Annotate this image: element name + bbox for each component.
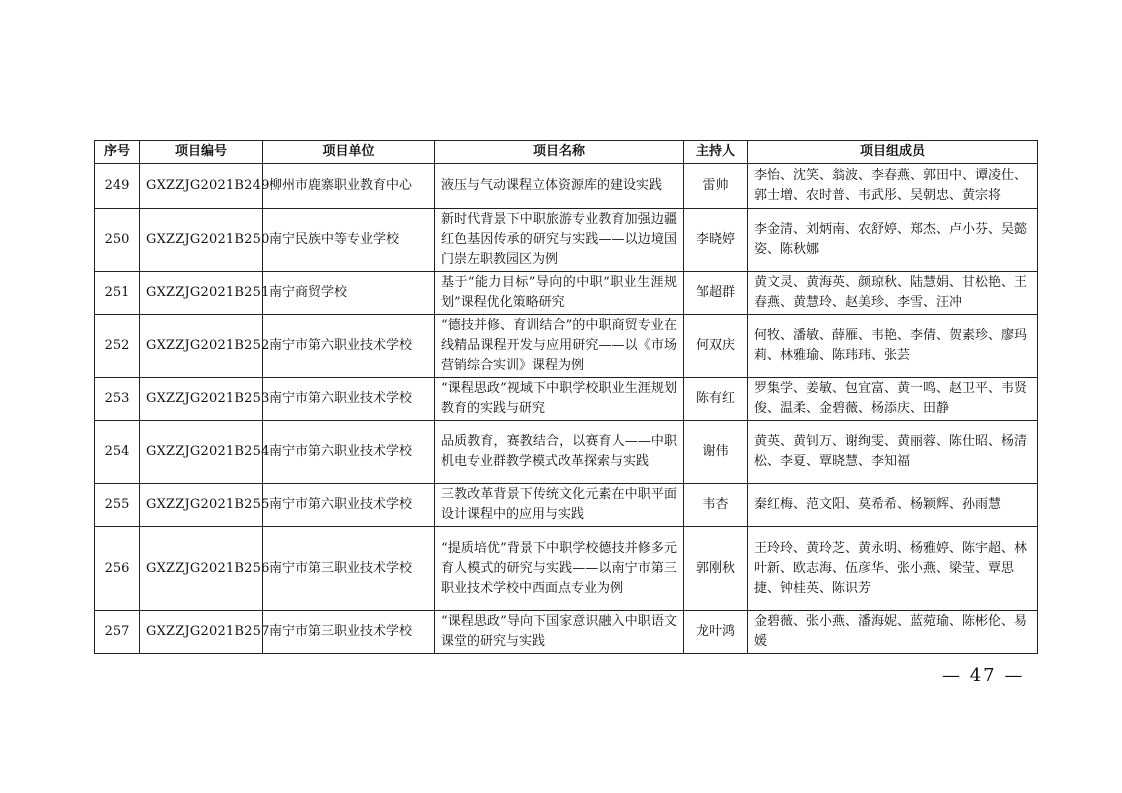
table-row: [95, 209, 1038, 272]
table-row: [95, 272, 1038, 315]
project-unit-cell: 柳州市鹿寨职业教育中心: [263, 164, 435, 209]
serial-cell: 253: [95, 378, 140, 421]
host-cell: 郭刚秋: [684, 527, 748, 611]
table-row: [95, 611, 1038, 654]
table-row: [95, 164, 1038, 209]
project-code-cell: GXZZJG2021B256: [140, 527, 263, 611]
project-name-cell: “课程思政”导向下国家意识融入中职语文课堂的研究与实践: [435, 611, 684, 654]
host-cell: 龙叶鸿: [684, 611, 748, 654]
serial-cell: 250: [95, 209, 140, 272]
project-code-cell: GXZZJG2021B251: [140, 272, 263, 315]
header-project-code: 项目编号: [140, 141, 263, 164]
project-code-cell: GXZZJG2021B252: [140, 315, 263, 378]
project-name-cell: 品质教育，赛教结合，以赛育人——中职机电专业群教学模式改革探索与实践: [435, 421, 684, 484]
host-cell: 何双庆: [684, 315, 748, 378]
members-cell: 秦红梅、范文阳、莫希希、杨颖辉、孙雨慧: [748, 484, 1038, 527]
serial-cell: 256: [95, 527, 140, 611]
table-row: [95, 421, 1038, 484]
project-code-cell: GXZZJG2021B254: [140, 421, 263, 484]
page-number: — 47 —: [942, 665, 1025, 686]
table-header-row: [95, 141, 1038, 164]
project-code-cell: GXZZJG2021B250: [140, 209, 263, 272]
project-name-cell: 基于“能力目标”导向的中职“职业生涯规划”课程优化策略研究: [435, 272, 684, 315]
serial-cell: 254: [95, 421, 140, 484]
serial-cell: 252: [95, 315, 140, 378]
table-row: [95, 484, 1038, 527]
members-cell: 金碧薇、张小燕、潘海妮、蓝菀瑜、陈彬伦、易媛: [748, 611, 1038, 654]
host-cell: 谢伟: [684, 421, 748, 484]
members-cell: 何牧、潘敏、薛雁、韦艳、李倩、贺素珍、廖玛莉、林雅瑜、陈玮玮、张芸: [748, 315, 1038, 378]
serial-cell: 249: [95, 164, 140, 209]
project-name-cell: “课程思政”视域下中职学校职业生涯规划教育的实践与研究: [435, 378, 684, 421]
host-cell: 陈有红: [684, 378, 748, 421]
members-cell: 黄文灵、黄海英、颜琼秋、陆慧娟、甘松艳、王春燕、黄慧玲、赵美珍、李雪、汪冲: [748, 272, 1038, 315]
project-unit-cell: 南宁市第六职业技术学校: [263, 421, 435, 484]
table-row: [95, 378, 1038, 421]
project-unit-cell: 南宁民族中等专业学校: [263, 209, 435, 272]
table-row: [95, 315, 1038, 378]
project-code-cell: GXZZJG2021B253: [140, 378, 263, 421]
serial-cell: 251: [95, 272, 140, 315]
host-cell: 李晓婷: [684, 209, 748, 272]
header-host: 主持人: [684, 141, 748, 164]
project-code-cell: GXZZJG2021B257: [140, 611, 263, 654]
project-code-cell: GXZZJG2021B255: [140, 484, 263, 527]
members-cell: 李怡、沈笑、翁波、李春燕、郭田中、谭凌仕、郭士增、农时普、韦武彤、吴朝忠、黄宗将: [748, 164, 1038, 209]
project-unit-cell: 南宁市第六职业技术学校: [263, 315, 435, 378]
table-body: [95, 164, 1038, 654]
header-project-unit: 项目单位: [263, 141, 435, 164]
members-cell: 黄英、黄钊万、谢绚雯、黄丽蓉、陈仕昭、杨清松、李夏、覃晓慧、李知福: [748, 421, 1038, 484]
members-cell: 罗集学、姜敏、包宜富、黄一鸣、赵卫平、韦贤俊、温柔、金碧薇、杨添庆、田静: [748, 378, 1038, 421]
members-cell: 王玲玲、黄玲芝、黄永明、杨雅婷、陈宇超、林叶新、欧志海、伍彦华、张小燕、梁莹、覃思捷、钟桂英、陈识芳: [748, 527, 1038, 611]
project-unit-cell: 南宁市第六职业技术学校: [263, 378, 435, 421]
host-cell: 韦杏: [684, 484, 748, 527]
header-serial: 序号: [95, 141, 140, 164]
project-name-cell: 三教改革背景下传统文化元素在中职平面设计课程中的应用与实践: [435, 484, 684, 527]
project-name-cell: 液压与气动课程立体资源库的建设实践: [435, 164, 684, 209]
project-table: [94, 140, 1038, 654]
host-cell: 邹超群: [684, 272, 748, 315]
host-cell: 雷帅: [684, 164, 748, 209]
header-members: 项目组成员: [748, 141, 1038, 164]
project-name-cell: “德技并修、育训结合”的中职商贸专业在线精品课程开发与应用研究——以《市场营销综合实训》课程为例: [435, 315, 684, 378]
project-unit-cell: 南宁市第三职业技术学校: [263, 527, 435, 611]
project-name-cell: “提质培优”背景下中职学校德技并修多元育人模式的研究与实践——以南宁市第三职业技术学校中西面点专业为例: [435, 527, 684, 611]
project-unit-cell: 南宁市第六职业技术学校: [263, 484, 435, 527]
table-row: [95, 527, 1038, 611]
project-unit-cell: 南宁市第三职业技术学校: [263, 611, 435, 654]
members-cell: 李金清、刘炳南、农舒婷、郑杰、卢小芬、吴懿姿、陈秋娜: [748, 209, 1038, 272]
serial-cell: 255: [95, 484, 140, 527]
project-name-cell: 新时代背景下中职旅游专业教育加强边疆红色基因传承的研究与实践——以边境国门崇左职教园区为例: [435, 209, 684, 272]
serial-cell: 257: [95, 611, 140, 654]
header-project-name: 项目名称: [435, 141, 684, 164]
project-code-cell: GXZZJG2021B249: [140, 164, 263, 209]
project-unit-cell: 南宁商贸学校: [263, 272, 435, 315]
